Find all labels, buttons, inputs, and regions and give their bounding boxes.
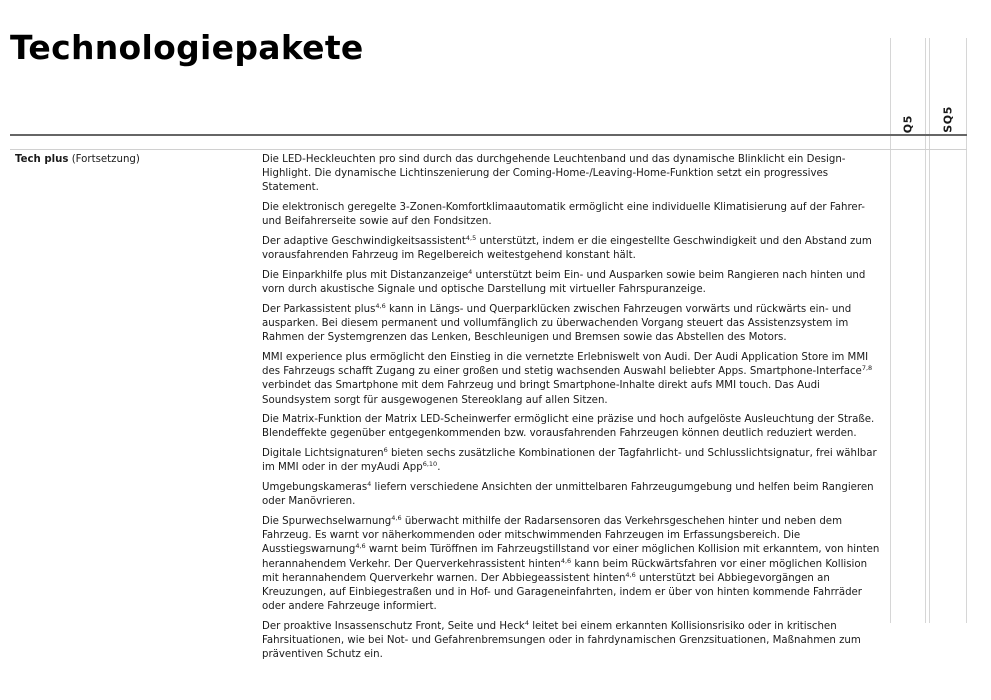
paragraph-text: Der proaktive Insassenschutz Front, Seite und Heck [262,620,525,632]
footnote-ref: 4,6 [391,513,402,522]
footnote-ref: 7,8 [861,364,873,373]
paragraph-text: verbindet das Smartphone mit dem Fahrzeug und bringt Smartphone-Inhalte direkt aufs MMI touch. Das Audi Soundsystem sorgt für ausgewogenen Stereoklang auf allen Sitzen. [262,380,820,406]
footnote-ref: 4 [524,618,529,627]
feature-paragraph [262,153,886,196]
feature-paragraph [262,201,886,229]
paragraph-text: . [437,462,441,474]
footnote-ref: 4 [367,480,372,489]
footnote-ref: 4,6 [560,556,572,565]
footnote-ref: 4,5 [465,234,477,243]
footnote-ref: 4 [468,267,473,276]
feature-paragraph [262,269,886,297]
header-divider [10,134,967,136]
model-label-sq5: SQ5 [941,106,955,133]
page-title: Technologiepakete [10,28,364,67]
row-divider [10,149,967,150]
paragraph-text: Die Spurwechselwarnung [262,515,392,527]
model-label-q5: Q5 [901,114,915,133]
paragraph-text: kann beim Rückwärtsfahren vor einer möglichen Kollision mit herannahendem Querverkehr warnen. Der Abbiegeassistent hinten [262,558,868,584]
paragraph-text: Die Einparkhilfe plus mit Distanzanzeige [262,269,469,281]
footnote-ref: 4,6 [355,542,366,551]
feature-paragraph [262,413,886,441]
section-name: Tech plus [15,154,69,165]
feature-paragraph [262,351,886,408]
paragraph-text: liefern verschiedene Ansichten der unmittelbaren Fahrzeugumgebung und helfen beim Rangieren oder Manövrieren. [262,482,874,508]
paragraph-text: Die Matrix-Funktion der Matrix LED-Scheinwerfer ermöglicht eine präzise und hoch aufgelöste Ausleuchtung der Straße. Blendeffekte gegenüber entgegenkommenden bzw. vorausfahrenden Fahrzeugen können deutlich reduziert werden. [262,414,875,440]
paragraph-text: Umgebungskameras [262,482,368,494]
feature-paragraph [262,447,886,475]
paragraph-text: Der Parkassistent plus [262,303,376,315]
footnote-ref: 6,10 [422,460,438,469]
paragraph-text: leitet bei einem erkannten Kollisionsrisiko oder in kritischen Fahrsituationen, wie bei Not- und Gefahrenbremsungen oder in fahrdynamischen Grenzsituationen, Maßnahmen zum präventiven Schutz ein. [262,620,861,661]
model-column-q5 [890,38,926,623]
paragraph-text: überwacht mithilfe der Radarsensoren das Verkehrsgeschehen hinter und neben dem Fahrzeug. Es warnt vor näherkommenden oder mitschwimmenden Fahrzeugen im Erfassungsbereich. Die Ausstiegswarnung [262,515,842,556]
footnote-ref: 6 [383,446,388,455]
paragraph-text: unterstützt, indem er die eingestellte Geschwindigkeit und den Abstand zum vorausfahrenden Fahrzeug im Regelbereich weitestgehend konstant hält. [262,236,872,262]
paragraph-text: bieten sechs zusätzliche Kombinationen der Tagfahrlicht- und Schlusslichtsignatur, frei wählbar im MMI oder in der myAudi App [262,448,877,474]
footnote-ref: 4,6 [625,570,636,579]
paragraph-text: unterstützt bei Abbiegevorgängen an Kreuzungen, auf Einbiegestraßen und in Hof- und Garageneinfahrten, indem er über von hinten kommende Fahrräder oder andere Fahrzeuge informiert. [262,572,862,613]
paragraph-text: MMI experience plus ermöglicht den Einstieg in die vernetzte Erlebniswelt von Audi. Der Audi Application Store im MMI des Fahrzeugs schafft Zugang zu einer großen und stetig wachsenden Auswahl beliebter Apps. Smartphone-Interface [262,351,869,378]
section-label [15,153,140,167]
footnote-ref: 4,6 [375,301,386,310]
paragraph-text: Die elektronisch geregelte 3-Zonen-Komfortklimaautomatik ermöglicht eine individuelle Klimatisierung auf der Fahrer- und Beifahrerseite sowie auf den Fondsitzen. [262,202,865,228]
paragraph-text: Digitale Lichtsignaturen [262,448,384,460]
feature-paragraph [262,481,886,509]
section-suffix: (Fortsetzung) [71,154,140,165]
feature-paragraph [262,235,886,263]
paragraph-text: Die LED-Heckleuchten pro sind durch das durchgehende Leuchtenband und das dynamische Blinklicht ein Design-Highlight. Die dynamische Lichtinszenierung der Coming-Home-/Leaving-Home-Funktion setzt ein progressives Statement. [262,154,846,194]
paragraph-text: Der adaptive Geschwindigkeitsassistent [262,236,466,248]
paragraph-text: warnt beim Türöffnen im Fahrzeugstillstand vor einer möglichen Kollision mit erkanntem, von hinten herannahendem Verkehr. Der Querverkehrassistent hinten [262,544,880,570]
feature-descriptions [262,153,886,668]
feature-paragraph [262,303,886,346]
feature-paragraph [262,620,886,663]
feature-paragraph [262,515,886,614]
model-column-sq5 [929,38,967,623]
paragraph-text: unterstützt beim Ein- und Ausparken sowie beim Rangieren nach hinten und vorn durch akustische Signale und optische Darstellung mit virtueller Fahrspuranzeige. [262,269,866,296]
paragraph-text: kann in Längs- und Querparklücken zwischen Fahrzeugen vorwärts und rückwärts ein- und ausparken. Bei diesem permanent und vollumfänglich zu überwachenden Vorgang steuert das Assistenzsystem im Rahmen der Systemgrenzen das Lenken, Beschleunigen und Bremsen sowie das Abstellen des Motors. [262,303,852,344]
